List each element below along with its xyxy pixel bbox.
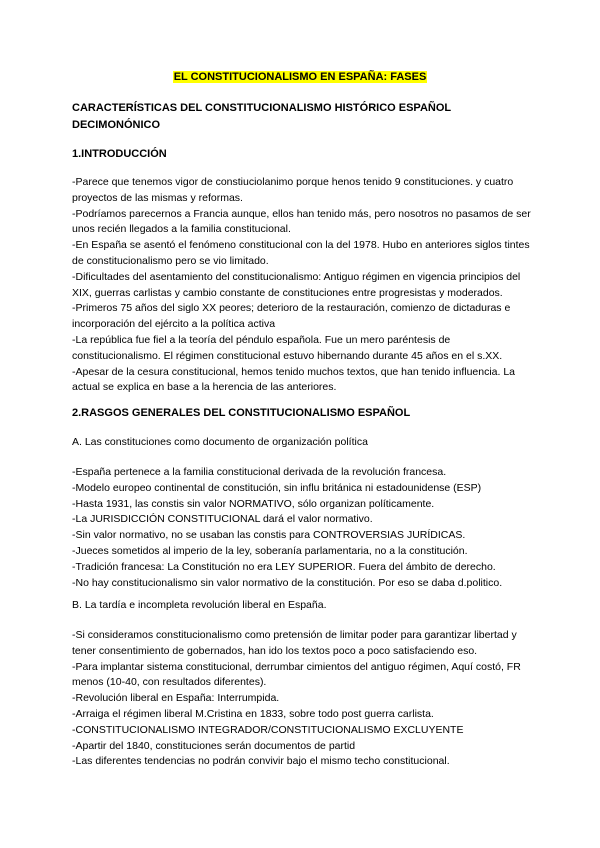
- section-1-body: [72, 175, 537, 396]
- paragraph: -Apesar de la cesura constitucional, hemos tenido muchos textos, que han tenido influencia. La actual se explica en base a la herencia de las anteriores.: [72, 365, 516, 394]
- paragraph: -Tradición francesa: La Constitución no era LEY SUPERIOR. Fuera del ámbito de derecho.: [72, 560, 496, 573]
- paragraph: -Primeros 75 años del siglo XX peores; deterioro de la restauración, comienzo de dictaduras e incorporación del ejército a la política activa: [72, 302, 511, 331]
- section-1-title: 1.INTRODUCCIÓN: [72, 148, 167, 160]
- subsection-b-body: [72, 628, 537, 770]
- paragraph: -La república fue fiel a la teoría del péndulo española. Fue un mero paréntesis de constitucionalismo. El régimen constitucional estuvo hibernando durante 45 años en el s.XX.: [72, 333, 503, 362]
- paragraph: -CONSTITUCIONALISMO INTEGRADOR/CONSTITUCIONALISMO EXCLUYENTE: [72, 723, 464, 736]
- paragraph: -Revolución liberal en España: Interrumpida.: [72, 692, 280, 705]
- subsection-b-title: B. La tardía e incompleta revolución liberal en España.: [72, 599, 327, 611]
- paragraph: -Arraiga el régimen liberal M.Cristina en 1833, sobre todo post guerra carlista.: [72, 707, 434, 720]
- paragraph: -Podríamos parecernos a Francia aunque, ellos han tenido más, pero nosotros no pasamos de ser unos recién llegados a la familia constitucional.: [72, 207, 531, 236]
- paragraph: -Modelo europeo continental de constitución, sin influ británica ni estadounidense (ESP): [72, 481, 482, 494]
- subsection-a-body: [72, 465, 537, 591]
- main-heading: CARACTERÍSTICAS DEL CONSTITUCIONALISMO HISTÓRICO ESPAÑOL DECIMONÓNICO: [72, 102, 451, 131]
- paragraph: -Sin valor normativo, no se usaban las constis para CONTROVERSIAS JURÍDICAS.: [72, 529, 466, 542]
- paragraph: -La JURISDICCIÓN CONSTITUCIONAL dará el valor normativo.: [72, 513, 373, 526]
- paragraph: -En España se asentó el fenómeno constitucional con la del 1978. Hubo en anteriores siglos tintes de constitucionalismo pero se vio limitado.: [72, 239, 530, 267]
- paragraph: -Dificultades del asentamiento del constitucionalismo: Antiguo régimen en vigencia principios del XIX, guerras carlistas y cambio constante de constituciones entre progresistas y moderados.: [72, 270, 521, 299]
- paragraph: -Las diferentes tendencias no podrán convivir bajo el mismo techo constitucional.: [72, 755, 450, 768]
- document-title-text: EL CONSTITUCIONALISMO EN ESPAÑA: FASES: [173, 71, 427, 83]
- paragraph: -No hay constitucionalismo sin valor normativo de la constitución. Por eso se daba d.politico.: [72, 576, 503, 589]
- paragraph: -España pertenece a la familia constitucional derivada de la revolución francesa.: [72, 466, 447, 478]
- subsection-a-title: A. Las constituciones como documento de organización política: [72, 436, 368, 448]
- section-2-title: 2.RASGOS GENERALES DEL CONSTITUCIONALISMO ESPAÑOL: [72, 407, 411, 419]
- document-title: [0, 70, 600, 84]
- paragraph: -Si consideramos constitucionalismo como pretensión de limitar poder para garantizar libertad y tener consentimiento de gobernados, han ido los textos poco a poco satisfaciendo eso.: [72, 629, 517, 657]
- paragraph: -Apartir del 1840, constituciones serán documentos de partid: [72, 739, 356, 752]
- paragraph: -Hasta 1931, las constis sin valor NORMATIVO, sólo organizan políticamente.: [72, 497, 435, 510]
- paragraph: -Jueces sometidos al imperio de la ley, soberanía parlamentaria, no a la constitución.: [72, 544, 468, 557]
- paragraph: -Parece que tenemos vigor de constiuciolanimo porque henos tenido 9 constituciones. y cuatro proyectos de las mismas y reformas.: [72, 176, 514, 204]
- paragraph: -Para implantar sistema constitucional, derrumbar cimientos del antiguo régimen, Aquí costó, FR menos (10-40, con resultados diferentes).: [72, 660, 521, 689]
